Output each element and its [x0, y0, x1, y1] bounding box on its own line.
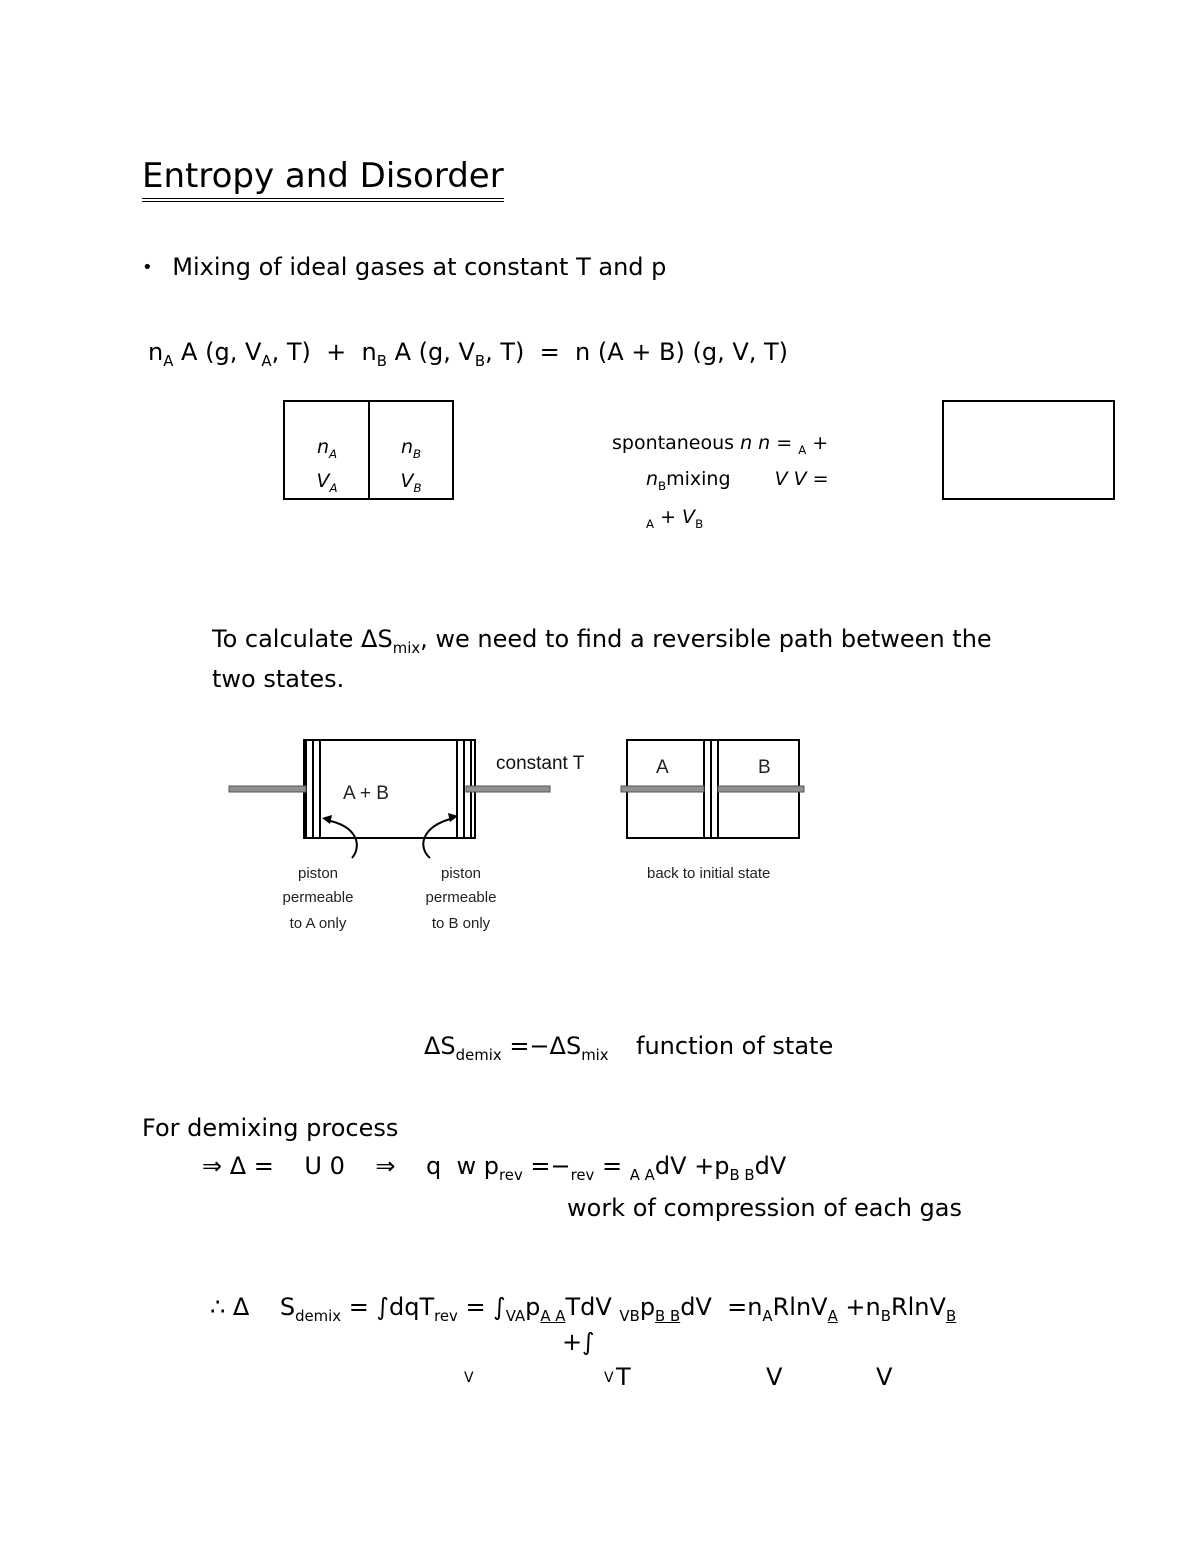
work-of-compression-note: work of compression of each gas — [567, 1194, 962, 1222]
final-eq-8-sub: B — [880, 1306, 891, 1325]
spontaneous-line2-rest: V V = — [774, 468, 829, 490]
spontaneous-line2-n: n — [646, 468, 659, 490]
paragraph-line1-a: To calculate ΔS — [212, 625, 393, 653]
piston-a-caption-3: to A only — [289, 915, 347, 932]
piston-a-caption-1: piston — [297, 865, 339, 882]
mixed-gas-label: A + B — [343, 783, 389, 804]
eq1-term2-sub: B — [474, 351, 486, 370]
eq1-na: n — [148, 338, 164, 366]
eq1-na-sub: A — [163, 351, 174, 370]
demixing-line1-sub2: rev — [570, 1165, 595, 1184]
constant-t-label: constant T — [496, 753, 585, 774]
demix-lhs: ΔS — [424, 1032, 456, 1060]
piston-b-caption-2: permeable — [425, 889, 497, 906]
eq1-term1-end: , T) — [271, 338, 311, 366]
arrowhead-b — [448, 813, 458, 822]
spontaneous-line1-rest: n n = — [740, 432, 799, 454]
spontaneous-line2-sub: B — [658, 478, 667, 493]
final-eq-bottom-vt-small: V — [604, 1370, 614, 1386]
rod-center-right — [718, 786, 804, 792]
gas-b-label: B — [758, 757, 771, 778]
final-eq-8: +n — [837, 1293, 881, 1321]
eq1-plus: + — [326, 338, 347, 366]
demixing-line1-e: dV — [754, 1152, 787, 1180]
final-eq-bottom-v1: V — [464, 1370, 474, 1386]
piston-a — [306, 740, 320, 838]
compartment-b-v-sub: B — [413, 480, 422, 495]
eq1-nb-sub: B — [376, 351, 387, 370]
gas-a-label: A — [656, 757, 669, 778]
final-eq-plus-integral: +∫ — [562, 1328, 595, 1356]
final-eq-9-sub: B — [945, 1306, 957, 1325]
mixing-equation — [148, 337, 788, 376]
piston-b-caption-1: piston — [440, 865, 482, 882]
final-eq-1-sub: rev — [434, 1306, 458, 1325]
final-eq-3-sub: A A — [540, 1306, 566, 1325]
eq1-term1: A (g, V — [181, 338, 262, 366]
spontaneous-line3-sub: A — [646, 516, 655, 531]
paragraph-line-2: two states. — [212, 665, 345, 693]
compartment-a-v: V — [316, 469, 330, 492]
spontaneous-line1-sub: A — [798, 442, 807, 457]
arrow-piston-b — [423, 818, 454, 858]
final-eq-1: = ∫dqT — [341, 1293, 435, 1321]
eq1-rhs: n (A + B) (g, V, T) — [575, 338, 789, 366]
piston-a-caption-2: permeable — [282, 889, 354, 906]
separated-cylinder — [627, 740, 799, 838]
final-eq-prefix: ∴ Δ S — [210, 1293, 296, 1321]
back-to-initial-label: back to initial state — [647, 865, 771, 882]
page-title: Entropy and Disorder — [142, 154, 504, 202]
demixing-line1-sub3: A A — [629, 1165, 655, 1184]
demixing-heading: For demixing process — [142, 1114, 399, 1142]
final-eq-7-sub: A — [827, 1306, 838, 1325]
demixing-line1-a: ⇒ Δ = U 0 ⇒ q w p — [202, 1152, 499, 1180]
demix-lhs-sub: demix — [455, 1045, 502, 1064]
final-eq-6: dV =n — [680, 1293, 763, 1321]
compartment-a-n: n — [316, 436, 329, 458]
spontaneous-line-2 — [646, 466, 829, 500]
demixing-line1-b: =− — [522, 1152, 571, 1180]
final-eq-prefix-sub: demix — [295, 1306, 342, 1325]
final-eq-bottom-t: T — [616, 1363, 631, 1391]
compartment-b-v: V — [400, 469, 414, 492]
final-eq-2: = ∫ — [457, 1293, 506, 1321]
final-eq-2-sub: VA — [505, 1306, 526, 1325]
initial-state-box — [283, 400, 454, 500]
compartment-a-v-sub: A — [329, 480, 338, 495]
demixing-line1-d: dV +p — [654, 1152, 730, 1180]
bullet-text: Mixing of ideal gases at constant T and p — [172, 253, 667, 281]
piston-b — [457, 740, 471, 838]
piston-b-caption — [411, 862, 511, 936]
final-eq-3: p — [525, 1293, 541, 1321]
spontaneous-line-1 — [612, 430, 828, 464]
entropy-demix-equation — [210, 1292, 956, 1331]
piston-b-caption-3: to B only — [431, 915, 491, 932]
spontaneous-word: spontaneous — [612, 432, 735, 454]
final-eq-4-sub: VB — [619, 1306, 640, 1325]
final-eq-4: TdV — [565, 1293, 620, 1321]
compartment-b-n: n — [400, 436, 413, 458]
eq1-term2-end: , T) — [485, 338, 525, 366]
final-eq-7: RlnV — [772, 1293, 828, 1321]
spontaneous-line3-rest: + V — [654, 506, 696, 528]
demixing-line-1 — [202, 1151, 786, 1190]
bullet-marker: • — [142, 257, 153, 278]
spontaneous-line-3 — [646, 504, 703, 538]
demixing-line1-c: = — [594, 1152, 630, 1180]
mixing-cylinder — [304, 740, 475, 838]
eq1-nb: n — [361, 338, 377, 366]
eq1-term1-sub: A — [261, 351, 272, 370]
final-eq-bottom-v3: V — [766, 1363, 783, 1391]
spontaneous-line1-end: + — [806, 432, 829, 454]
paragraph-line-1 — [212, 624, 992, 663]
spontaneous-line3-sub2: B — [695, 516, 704, 531]
demixing-line1-sub4: B B — [729, 1165, 755, 1184]
paragraph-line1-sub: mix — [392, 638, 421, 657]
eq1-term2: A (g, V — [394, 338, 475, 366]
demix-mid: =−ΔS — [501, 1032, 582, 1060]
final-state-box — [942, 400, 1115, 500]
rod-right — [466, 786, 550, 792]
piston-a-caption — [268, 862, 368, 936]
rod-left — [229, 786, 306, 792]
demix-equation — [424, 1031, 609, 1070]
function-of-state-note: function of state — [636, 1032, 834, 1060]
demix-mid-sub: mix — [581, 1045, 609, 1064]
demixing-line1-sub1: rev — [499, 1165, 523, 1184]
compartment-a-n-sub: A — [328, 446, 338, 461]
final-eq-5-sub: B B — [655, 1306, 681, 1325]
mixing-word: mixing — [666, 468, 731, 490]
final-eq-bottom-v4: V — [876, 1363, 893, 1391]
compartment-a — [285, 434, 369, 502]
bullet-item — [142, 252, 666, 283]
final-eq-5: p — [639, 1293, 656, 1321]
final-eq-9: RlnV — [890, 1293, 946, 1321]
eq1-equals: = — [539, 338, 560, 366]
compartment-b-n-sub: B — [412, 446, 422, 461]
arrowhead-a — [322, 815, 332, 824]
center-piston — [704, 740, 718, 838]
arrow-piston-a — [326, 820, 357, 858]
rod-center-left — [621, 786, 704, 792]
compartment-b — [369, 434, 453, 502]
final-eq-6-sub: A — [762, 1306, 773, 1325]
paragraph-line1-b: , we need to find a reversible path between the — [420, 625, 992, 653]
